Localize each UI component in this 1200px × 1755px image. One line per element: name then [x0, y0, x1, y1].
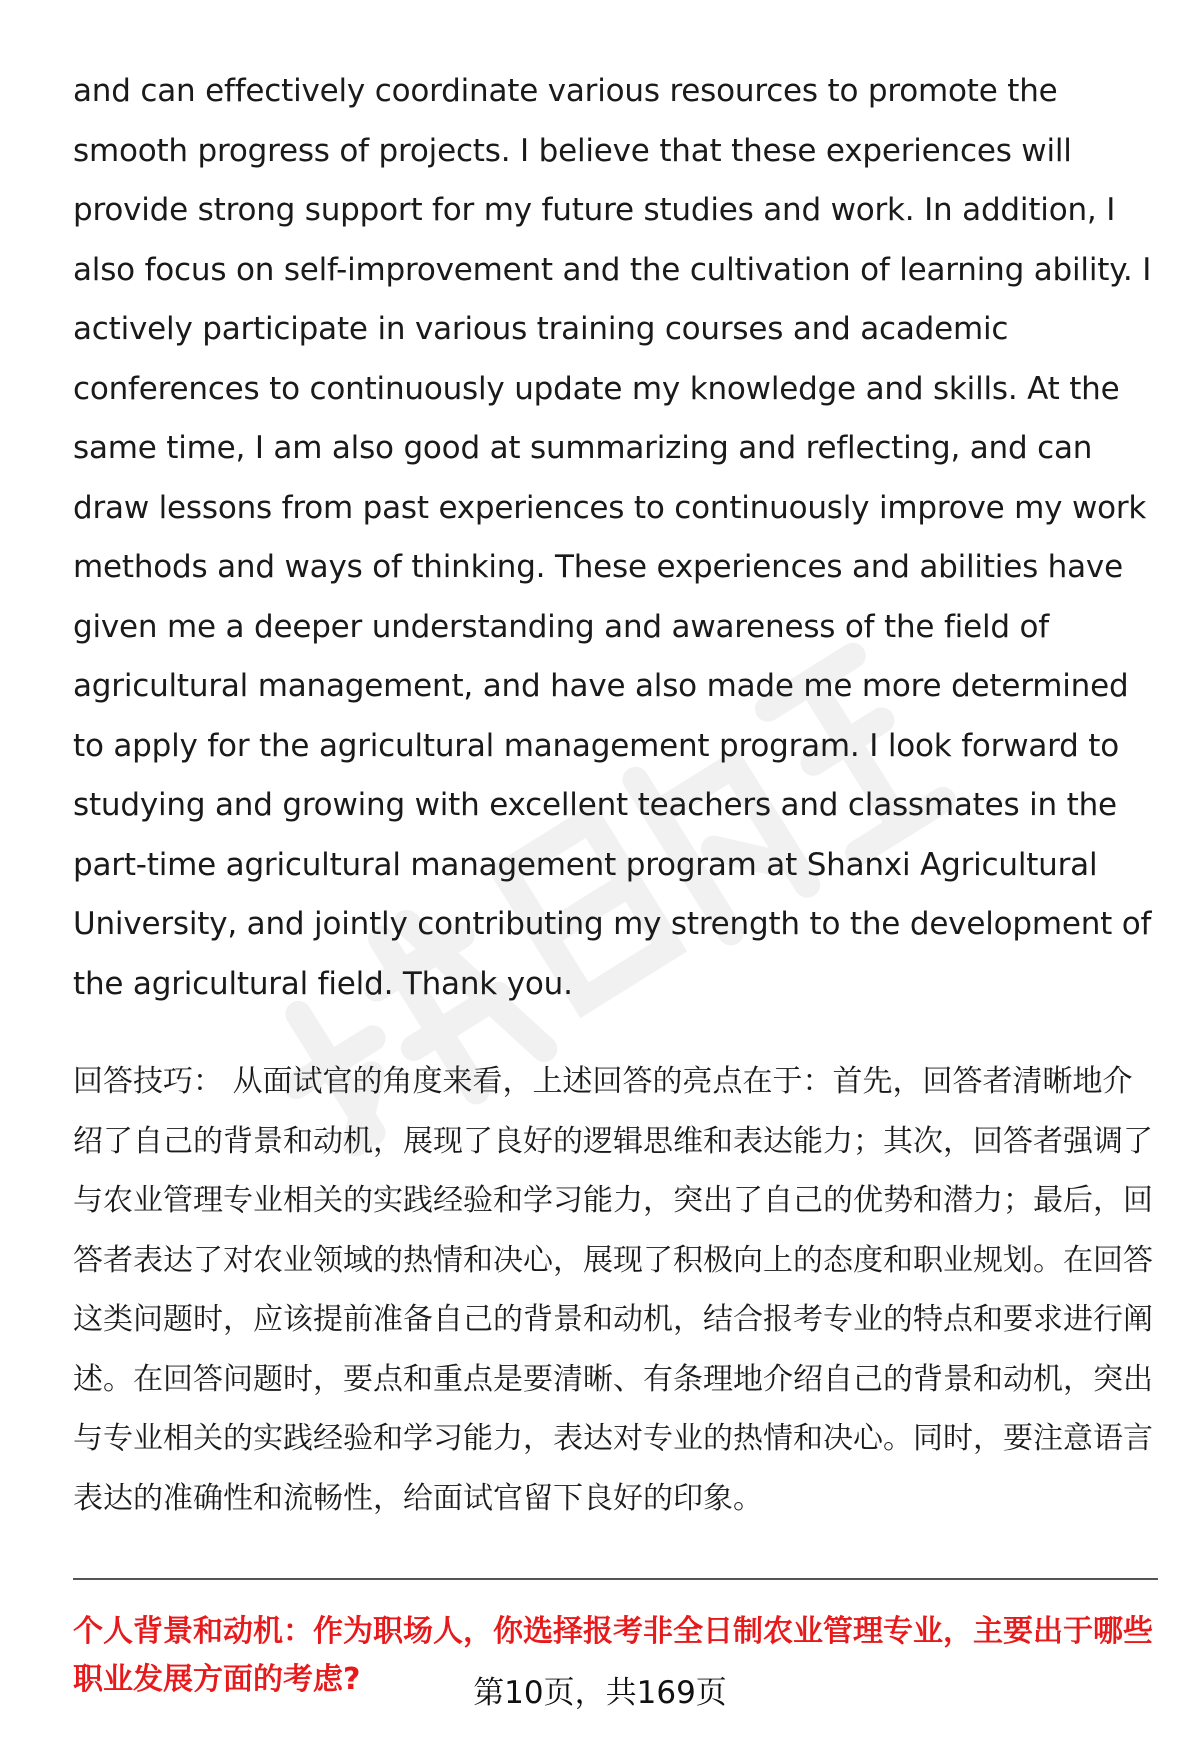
- next-question-heading: 个人背景和动机：作为职场人，你选择报考非全日制农业管理专业，主要出于哪些职业发展方面的考虑?: [73, 1614, 1153, 1697]
- tips-text: 从面试官的角度来看，上述回答的亮点在于：首先，回答者清晰地介绍了自己的背景和动机，展现了良好的逻辑思维和表达能力；其次，回答者强调了与农业管理专业相关的实践经验和学习能力，突出了自己的优势和潜力；最后，回答者表达了对农业领域的热情和决心，展现了积极向上的态度和职业规划。在回答这类问题时，应该提前准备自己的背景和动机，结合报考专业的特点和要求进行阐述。在回答问题时，要点和重点是要清晰、有条理地介绍自己的背景和动机，突出与专业相关的实践经验和学习能力，表达对专业的热情和决心。同时，要注意语言表达的准确性和流畅性，给面试官留下良好的印象。: [73, 1064, 1153, 1516]
- section-divider: [73, 1578, 1158, 1580]
- page-content: [73, 62, 1158, 1704]
- answer-paragraph: and can effectively coordinate various resources to promote the smooth progress of projects. I believe that these experiences will provide strong support for my future studies and work. In addition, I also focus on self-improvement and the cultivation of learning ability. I actively participate in various training courses and academic conferences to continuously update my knowledge and skills. At the same time, I am also good at summarizing and reflecting, and can draw lessons from past experiences to continuously improve my work methods and ways of thinking. These experiences and abilities have given me a deeper understanding and awareness of the field of agricultural management, and have also made me more determined to apply for the agricultural management program. I look forward to studying and growing with excellent teachers and classmates in the part-time agricultural management program at Shanxi Agricultural University, and jointly contributing my strength to the development of the agricultural field. Thank you.: [73, 73, 1152, 1002]
- tips-label: 回答技巧：: [73, 1064, 223, 1099]
- page-number: 第10页，共169页: [473, 1675, 727, 1711]
- answer-tips: [73, 1052, 1158, 1528]
